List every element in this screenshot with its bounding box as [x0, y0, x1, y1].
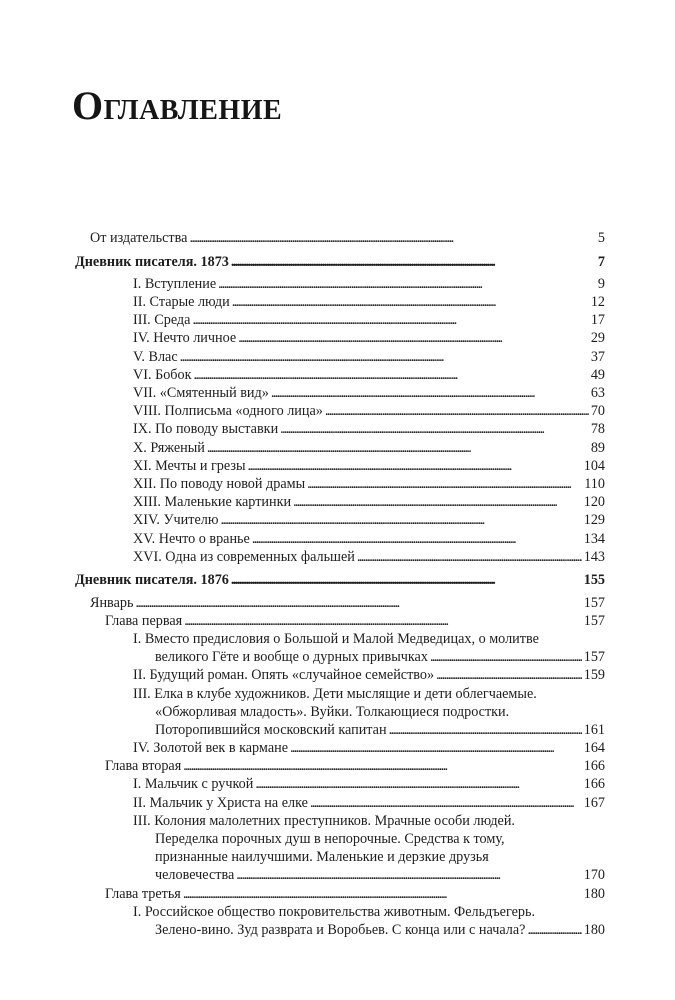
toc-page-number: 89: [590, 439, 605, 456]
toc-page-number: 110: [584, 475, 605, 492]
toc-page-number: 134: [583, 530, 605, 547]
toc-line: [0, 530, 675, 548]
toc-line: [0, 866, 675, 884]
toc-entry-title: II. Мальчик у Христа на елке: [133, 794, 308, 811]
toc-line: [0, 384, 675, 402]
toc-page-number: 180: [583, 885, 605, 902]
toc-line: [0, 721, 675, 739]
toc-entry-title: XVI. Одна из современных фальшей: [133, 548, 355, 565]
toc-entry-title: IV. Золотой век в кармане: [133, 740, 288, 757]
toc-entry[interactable]: [0, 812, 675, 885]
toc-entry-title: X. Ряженый: [133, 439, 205, 456]
toc-entry[interactable]: [0, 229, 675, 247]
toc-entry[interactable]: [0, 530, 675, 548]
toc-page-number: 70: [590, 403, 605, 420]
toc-entry[interactable]: [0, 739, 675, 757]
toc-entry-title: Глава третья: [105, 885, 181, 902]
toc-entry[interactable]: [0, 293, 675, 311]
dot-leader: [293, 493, 582, 511]
toc-page-number: 167: [583, 794, 605, 811]
toc-entry[interactable]: [0, 439, 675, 457]
toc-line: [0, 885, 675, 903]
toc-entry-title: Зелено-вино. Зуд разврата и Воробьев. С конца или с начала?: [155, 921, 526, 938]
dot-leader: [207, 439, 589, 457]
toc-entry[interactable]: [0, 775, 675, 793]
toc-entry-title: I. Вместо предисловия о Большой и Малой Медведицах, о молитве: [133, 630, 539, 647]
toc-page-number: 9: [597, 275, 605, 292]
toc-page-number: 161: [583, 721, 605, 738]
toc-entry-title: V. Влас: [133, 348, 178, 365]
dot-leader: [218, 275, 596, 293]
toc-entry-title: XII. По поводу новой драмы: [133, 475, 306, 492]
toc-entry[interactable]: [0, 475, 675, 493]
toc-entry[interactable]: [0, 548, 675, 566]
dot-leader: [189, 229, 595, 247]
toc-entry-title: великого Гёте и вообще о дурных привычках: [155, 649, 428, 666]
dot-leader: [436, 666, 582, 684]
toc-entry[interactable]: [0, 685, 675, 740]
dot-leader: [389, 721, 582, 739]
toc-line: [0, 457, 675, 475]
toc-entry-title: II. Старые люди: [133, 294, 230, 311]
toc-entry-title: I. Вступление: [133, 275, 217, 292]
toc-entry[interactable]: [0, 493, 675, 511]
toc-entry-title: Январь: [90, 594, 134, 611]
toc-entry[interactable]: [0, 420, 675, 438]
toc-line: [0, 548, 675, 566]
toc-entry-title: человечества: [155, 867, 235, 884]
toc-entry-title: Глава вторая: [105, 758, 182, 775]
toc-page-number: 159: [583, 667, 605, 684]
toc-line: [0, 612, 675, 630]
toc-page-number: 7: [597, 253, 605, 270]
toc-entry-title: VI. Бобок: [133, 366, 192, 383]
toc-entry[interactable]: [0, 384, 675, 402]
toc-page-number: 49: [590, 366, 605, 383]
dot-leader: [271, 384, 589, 402]
toc-entry-title: Поторопившийся московский капитан: [155, 721, 387, 738]
toc-entry-title: XIII. Маленькие картинки: [133, 494, 292, 511]
dot-leader: [238, 329, 589, 347]
dot-leader: [220, 511, 581, 529]
toc-line: [0, 830, 675, 848]
toc-line: [0, 648, 675, 666]
toc-line: [0, 685, 675, 703]
toc-entry-title: XI. Мечты и грезы: [133, 457, 246, 474]
toc-page-number: 78: [590, 421, 605, 438]
dot-leader: [183, 885, 582, 903]
toc-page-number: 104: [583, 457, 605, 474]
toc-line: [0, 311, 675, 329]
toc-line: [0, 848, 675, 866]
toc-page-number: 5: [597, 230, 605, 246]
toc-entry[interactable]: [0, 666, 675, 684]
toc-page-number: 129: [583, 512, 605, 529]
toc-line: [0, 493, 675, 511]
toc-entry[interactable]: [0, 594, 675, 612]
dot-leader: [357, 548, 582, 566]
dot-leader: [135, 594, 581, 612]
dot-leader: [248, 457, 582, 475]
dot-leader: [180, 348, 589, 366]
toc-line: [0, 402, 675, 420]
toc-line: [0, 630, 675, 648]
toc-page-number: 143: [583, 548, 605, 565]
dot-leader: [252, 530, 582, 548]
toc-line: [0, 757, 675, 775]
page-title: Оглавление: [72, 83, 283, 128]
toc-page-number: 170: [583, 867, 605, 884]
toc-line: [0, 703, 675, 721]
dot-leader: [255, 775, 581, 793]
toc-entry[interactable]: [0, 612, 675, 630]
toc-entry-title: XIV. Учителю: [133, 512, 219, 529]
dot-leader: [236, 866, 581, 884]
toc-line: [0, 921, 675, 939]
toc-entry[interactable]: [0, 253, 675, 271]
toc-entry[interactable]: [0, 366, 675, 384]
toc-line: [0, 329, 675, 347]
toc-line: [0, 475, 675, 493]
toc-page-number: 157: [583, 594, 605, 611]
toc-entry[interactable]: [0, 275, 675, 293]
toc-line: [0, 348, 675, 366]
toc-line: [0, 571, 675, 589]
toc-line: [0, 903, 675, 921]
dot-leader: [290, 739, 582, 757]
toc-page-number: 120: [583, 494, 605, 511]
toc-line: [0, 666, 675, 684]
dot-leader: [184, 612, 582, 630]
toc-entry-title: Переделка порочных душ в непорочные. Средства к тому,: [155, 831, 505, 847]
dot-leader: [430, 648, 582, 666]
toc-entry[interactable]: [0, 630, 675, 666]
toc-entry[interactable]: [0, 511, 675, 529]
dot-leader: [192, 311, 588, 329]
toc-page-number: 166: [583, 776, 605, 793]
toc-entry[interactable]: [0, 571, 675, 589]
toc-page-number: 37: [590, 348, 605, 365]
toc-entry[interactable]: [0, 402, 675, 420]
toc-line: [0, 253, 675, 271]
toc-line: [0, 275, 675, 293]
toc-page-number: 63: [590, 385, 605, 401]
toc-entry-title: Дневник писателя. 1876: [75, 572, 229, 589]
toc-page-number: 12: [590, 294, 605, 311]
dot-leader: [183, 757, 581, 775]
toc-page-number: 180: [583, 921, 605, 938]
toc-line: [0, 739, 675, 757]
toc-entry-title: «Обжорливая младость». Вуйки. Толкающиеся подростки.: [155, 703, 510, 720]
toc-entry[interactable]: [0, 885, 675, 903]
dot-leader: [310, 794, 582, 812]
toc-line: [0, 794, 675, 812]
toc-entry-title: I. Мальчик с ручкой: [133, 776, 254, 793]
toc-line: [0, 594, 675, 612]
toc-line: [0, 366, 675, 384]
dot-leader: [232, 293, 589, 311]
toc-entry[interactable]: [0, 329, 675, 347]
toc-entry-title: От издательства: [90, 230, 188, 246]
toc-entry[interactable]: [0, 311, 675, 329]
toc-line: [0, 439, 675, 457]
dot-leader: [231, 571, 582, 589]
toc-entry-title: Дневник писателя. 1873: [75, 253, 229, 270]
dot-leader: [307, 475, 582, 493]
toc-entry-title: II. Будущий роман. Опять «случайное семейство»: [133, 667, 435, 684]
table-of-contents: [0, 229, 675, 939]
toc-page-number: 157: [583, 612, 605, 629]
toc-page-number: 155: [583, 572, 605, 589]
dot-leader: [231, 253, 596, 271]
dot-leader: [194, 366, 589, 384]
toc-page-number: 29: [590, 330, 605, 347]
toc-page-number: 166: [583, 758, 605, 775]
toc-entry-title: III. Среда: [133, 312, 191, 329]
toc-page-number: 164: [583, 740, 605, 757]
toc-entry-title: III. Елка в клубе художников. Дети мыслящие и дети облегчаемые.: [133, 685, 537, 702]
toc-entry-title: признанные наилучшими. Маленькие и дерзкие друзья: [155, 849, 489, 866]
toc-entry-title: III. Колония малолетних преступников. Мрачные особи людей.: [133, 812, 515, 829]
toc-page-number: 17: [590, 312, 605, 329]
dot-leader: [280, 420, 589, 438]
toc-entry[interactable]: [0, 794, 675, 812]
toc-entry[interactable]: [0, 903, 675, 939]
toc-line: [0, 229, 675, 247]
toc-page-number: 157: [583, 649, 605, 666]
toc-entry[interactable]: [0, 457, 675, 475]
toc-entry[interactable]: [0, 757, 675, 775]
toc-entry-title: Глава первая: [105, 612, 183, 629]
toc-line: [0, 812, 675, 830]
toc-entry-title: I. Российское общество покровительства животным. Фельдъегерь.: [133, 903, 535, 920]
toc-entry-title: VII. «Смятенный вид»: [133, 385, 269, 401]
toc-line: [0, 420, 675, 438]
toc-entry-title: IV. Нечто личное: [133, 330, 237, 347]
dot-leader: [527, 921, 581, 939]
toc-entry-title: IX. По поводу выставки: [133, 421, 279, 438]
dot-leader: [325, 402, 589, 420]
toc-line: [0, 293, 675, 311]
toc-line: [0, 511, 675, 529]
toc-entry-title: VIII. Полписьма «одного лица»: [133, 403, 323, 420]
toc-entry-title: XV. Нечто о вранье: [133, 530, 250, 547]
toc-line: [0, 775, 675, 793]
toc-entry[interactable]: [0, 348, 675, 366]
